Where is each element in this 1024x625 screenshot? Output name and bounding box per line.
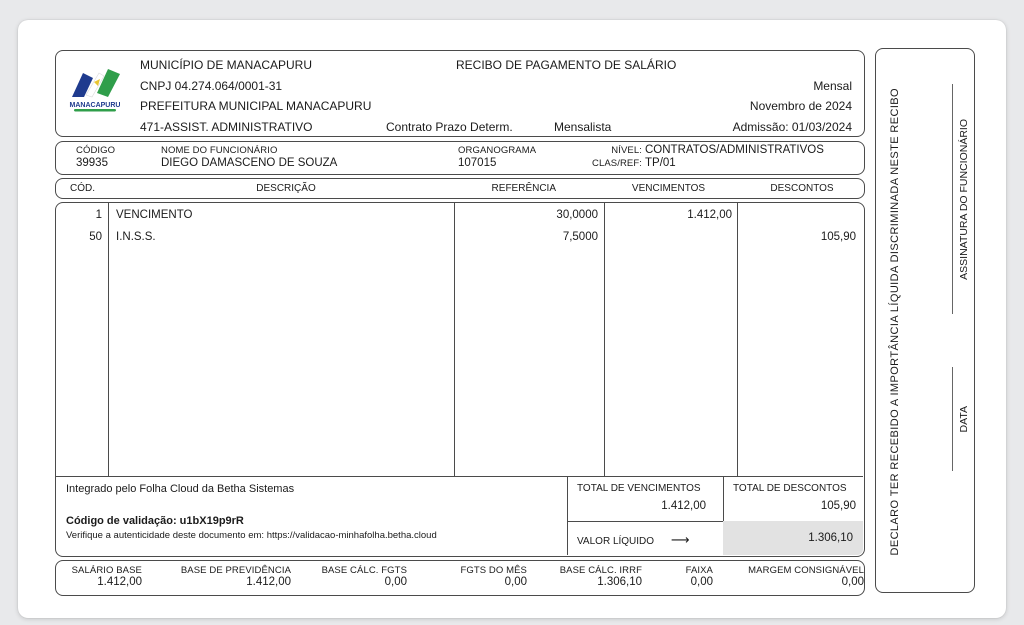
bases-box: [55, 560, 865, 596]
row-desc: VENCIMENTO: [116, 209, 193, 221]
signature-line: [952, 84, 953, 314]
col-divider: [454, 203, 455, 476]
col-header-desc: DESCRIÇÃO: [256, 183, 316, 194]
base-value: 1.306,10: [597, 576, 642, 588]
logo-text: MANACAPURU: [69, 102, 121, 109]
footer-divider: [56, 476, 863, 477]
signature-label: ASSINATURA DO FUNCIONÁRIO: [958, 118, 970, 280]
receipt-header-box: [55, 50, 865, 137]
base-column: [176, 565, 291, 588]
col-divider: [604, 203, 605, 476]
validation-code: Código de validação: u1bX19p9rR: [66, 515, 244, 527]
verify-url-text: Verifique a autenticidade deste documento em: https://validacao-minhafolha.betha.cloud: [66, 530, 437, 541]
integration-text: Integrado pelo Folha Cloud da Betha Sistemas: [66, 483, 295, 495]
earnings-table-box: [55, 202, 865, 557]
signature-panel-box: [875, 48, 975, 593]
clasref-value: TP/01: [645, 157, 676, 169]
col-header-ref: REFERÊNCIA: [491, 183, 556, 194]
municipality-logo-icon: [66, 64, 124, 114]
footer-cell-divider: [567, 476, 568, 555]
base-label: BASE CÁLC. IRRF: [559, 565, 642, 576]
base-value: 0,00: [504, 576, 527, 588]
net-value-cell: [723, 521, 863, 555]
total-desc-label: TOTAL DE DESCONTOS: [733, 483, 847, 494]
row-desconto: 105,90: [820, 231, 856, 243]
col-header-venc: VENCIMENTOS: [631, 183, 706, 194]
row-ref: 30,0000: [556, 209, 598, 221]
col-header-desconto: DESCONTOS: [770, 183, 834, 194]
employee-info-box: [55, 141, 865, 175]
row-venc: 1.412,00: [687, 209, 732, 221]
pay-basis: Mensalista: [554, 120, 612, 134]
net-label: VALOR LÍQUIDO: [577, 536, 655, 547]
base-value: 0,00: [841, 576, 864, 588]
date-label: DATA: [958, 405, 970, 433]
base-label: FAIXA: [685, 565, 713, 576]
table-column-header-box: [55, 178, 865, 199]
base-label: BASE CÁLC. FGTS: [321, 565, 407, 576]
employee-name: DIEGO DAMASCENO DE SOUZA: [161, 157, 338, 169]
period-type: Mensal: [813, 79, 852, 93]
department: 471-ASSIST. ADMINISTRATIVO: [140, 120, 313, 134]
base-column: [426, 565, 527, 588]
col-divider: [108, 203, 109, 476]
total-venc-label: TOTAL DE VENCIMENTOS: [577, 483, 701, 494]
contract-type: Contrato Prazo Determ.: [386, 120, 513, 134]
col-header-cod: CÓD.: [70, 183, 95, 194]
total-venc-value: 1.412,00: [661, 500, 706, 512]
base-column: [306, 565, 407, 588]
row-cod: 50: [89, 231, 102, 243]
base-label: BASE DE PREVIDÊNCIA: [180, 565, 291, 576]
base-label: FGTS DO MÊS: [460, 565, 527, 576]
receipt-title: RECIBO DE PAGAMENTO DE SALÁRIO: [456, 58, 677, 72]
base-label: MARGEM CONSIGNÁVEL: [748, 565, 864, 576]
row-ref: 7,5000: [562, 231, 598, 243]
date-line: [952, 367, 953, 471]
organogram-label: ORGANOGRAMA: [458, 145, 537, 156]
col-divider: [737, 203, 738, 476]
base-column: [61, 565, 142, 588]
base-value: 1.412,00: [246, 576, 291, 588]
org-name: PREFEITURA MUNICIPAL MANACAPURU: [140, 99, 372, 113]
period: Novembro de 2024: [749, 99, 852, 113]
base-value: 1.412,00: [97, 576, 142, 588]
row-desc: I.N.S.S.: [116, 231, 156, 243]
level-value: CONTRATOS/ADMINISTRATIVOS: [645, 144, 824, 156]
base-column: [668, 565, 713, 588]
net-value: 1.306,10: [808, 532, 853, 544]
base-value: 0,00: [384, 576, 407, 588]
base-value: 0,00: [690, 576, 713, 588]
total-desc-value: 105,90: [820, 500, 856, 512]
level-label: NÍVEL:: [611, 145, 642, 156]
employee-code: 39935: [76, 157, 108, 169]
employee-code-label: CÓDIGO: [76, 145, 116, 156]
entity-name: MUNICÍPIO DE MANACAPURU: [140, 58, 313, 72]
net-label-group: [577, 532, 689, 548]
employee-name-label: NOME DO FUNCIONÁRIO: [161, 145, 278, 156]
base-column: [746, 565, 864, 588]
admission: Admissão: 01/03/2024: [732, 120, 852, 134]
entity-cnpj: CNPJ 04.274.064/0001-31: [140, 79, 283, 93]
base-label: SALÁRIO BASE: [71, 565, 142, 576]
arrow-right-icon: ⟶: [670, 532, 690, 547]
clasref-label: CLAS/REF:: [592, 158, 642, 169]
row-cod: 1: [95, 209, 102, 221]
organogram-value: 107015: [458, 157, 497, 169]
declaration-text: DECLARO TER RECEBIDO A IMPORTÂNCIA LÍQUIDA DISCRIMINADA NESTE RECIBO: [889, 87, 901, 556]
base-column: [546, 565, 642, 588]
